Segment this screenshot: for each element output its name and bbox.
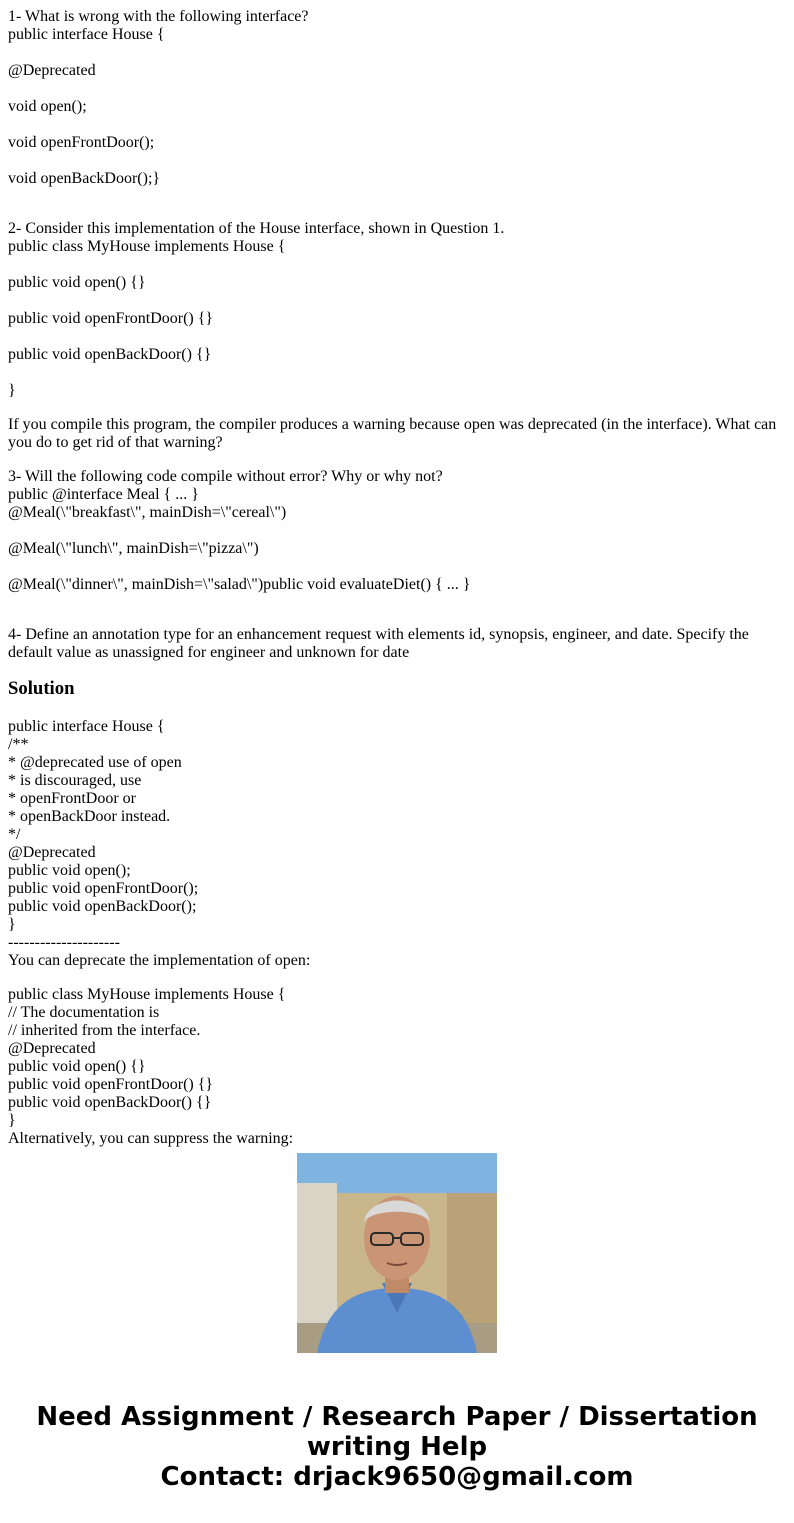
footer-line-1: Need Assignment / Research Paper / Dissertation: [36, 1402, 758, 1432]
code-line: // The documentation is: [8, 1004, 160, 1021]
question-1: [8, 8, 786, 188]
code-line: Alternatively, you can suppress the warning:: [8, 1130, 294, 1147]
code-line: void openFrontDoor();: [8, 134, 155, 151]
code-line: [8, 328, 786, 346]
code-line: [8, 256, 786, 274]
code-line: }: [8, 1112, 16, 1129]
code-line: @Deprecated: [8, 844, 96, 861]
code-line: public class MyHouse implements House {: [8, 238, 286, 255]
document-content: [8, 8, 786, 1147]
question-2: [8, 220, 786, 400]
question-3: [8, 468, 786, 594]
code-line: public void open() {}: [8, 1058, 146, 1075]
code-line: public @interface Meal { ... }: [8, 486, 199, 503]
code-line: public interface House {: [8, 26, 165, 43]
code-line: [8, 116, 786, 134]
footer-line-2: writing Help: [306, 1432, 488, 1462]
code-line: /**: [8, 736, 29, 753]
question-4: 4- Define an annotation type for an enhancement request with elements id, synopsis, engineer, and date. Specify the default value as unassigned for engineer and unknown for date: [8, 626, 749, 661]
code-line: @Deprecated: [8, 62, 96, 79]
code-line: }: [8, 916, 16, 933]
code-line: You can deprecate the implementation of open:: [8, 952, 311, 969]
code-line: * is discouraged, use: [8, 772, 142, 789]
code-line: @Deprecated: [8, 1040, 96, 1057]
code-line: public void openFrontDoor() {}: [8, 1076, 214, 1093]
code-line: public void openFrontDoor();: [8, 880, 199, 897]
code-line: @Meal(\"dinner\", mainDish=\"salad\")public void evaluateDiet() { ... }: [8, 576, 471, 593]
question-3-code: [8, 486, 786, 594]
code-line: [8, 292, 786, 310]
code-line: [8, 44, 786, 62]
code-line: ---------------------: [8, 934, 120, 951]
code-line: }: [8, 382, 16, 399]
code-line: @Meal(\"lunch\", mainDish=\"pizza\"): [8, 540, 259, 557]
code-line: void openBackDoor();}: [8, 170, 161, 187]
code-line: [8, 522, 786, 540]
code-line: */: [8, 826, 21, 843]
code-line: public void open() {}: [8, 274, 146, 291]
question-2-text: If you compile this program, the compiler produces a warning because open was deprecated (in the interface). What can you do to get rid of that warning?: [8, 416, 777, 451]
solution-block-1: [8, 718, 786, 970]
author-avatar: [297, 1153, 497, 1353]
code-line: // inherited from the interface.: [8, 1022, 201, 1039]
code-line: * openFrontDoor or: [8, 790, 136, 807]
code-line: public class MyHouse implements House {: [8, 986, 286, 1003]
question-2-code: [8, 238, 786, 400]
code-line: @Meal(\"breakfast\", mainDish=\"cereal\"): [8, 504, 287, 521]
code-line: public void openBackDoor() {}: [8, 1094, 212, 1111]
author-photo-icon: [297, 1153, 497, 1353]
solution-block-2: [8, 986, 786, 1148]
code-line: [8, 364, 786, 382]
code-line: [8, 152, 786, 170]
question-1-code: [8, 26, 786, 188]
code-line: public void openFrontDoor() {}: [8, 310, 214, 327]
code-line: public void openBackDoor() {}: [8, 346, 212, 363]
footer-contact: Contact: drjack9650@gmail.com: [160, 1462, 634, 1492]
code-line: public void open();: [8, 862, 131, 879]
code-line: * openBackDoor instead.: [8, 808, 171, 825]
code-line: * @deprecated use of open: [8, 754, 182, 771]
code-line: [8, 558, 786, 576]
code-line: public interface House {: [8, 718, 165, 735]
question-3-heading: 3- Will the following code compile without error? Why or why not?: [8, 468, 443, 485]
code-line: void open();: [8, 98, 87, 115]
question-1-heading: 1- What is wrong with the following interface?: [8, 8, 309, 25]
code-line: public void openBackDoor();: [8, 898, 197, 915]
question-2-heading: 2- Consider this implementation of the House interface, shown in Question 1.: [8, 220, 505, 237]
footer-banner: [0, 1402, 794, 1492]
code-line: [8, 80, 786, 98]
solution-title: Solution: [8, 678, 75, 699]
